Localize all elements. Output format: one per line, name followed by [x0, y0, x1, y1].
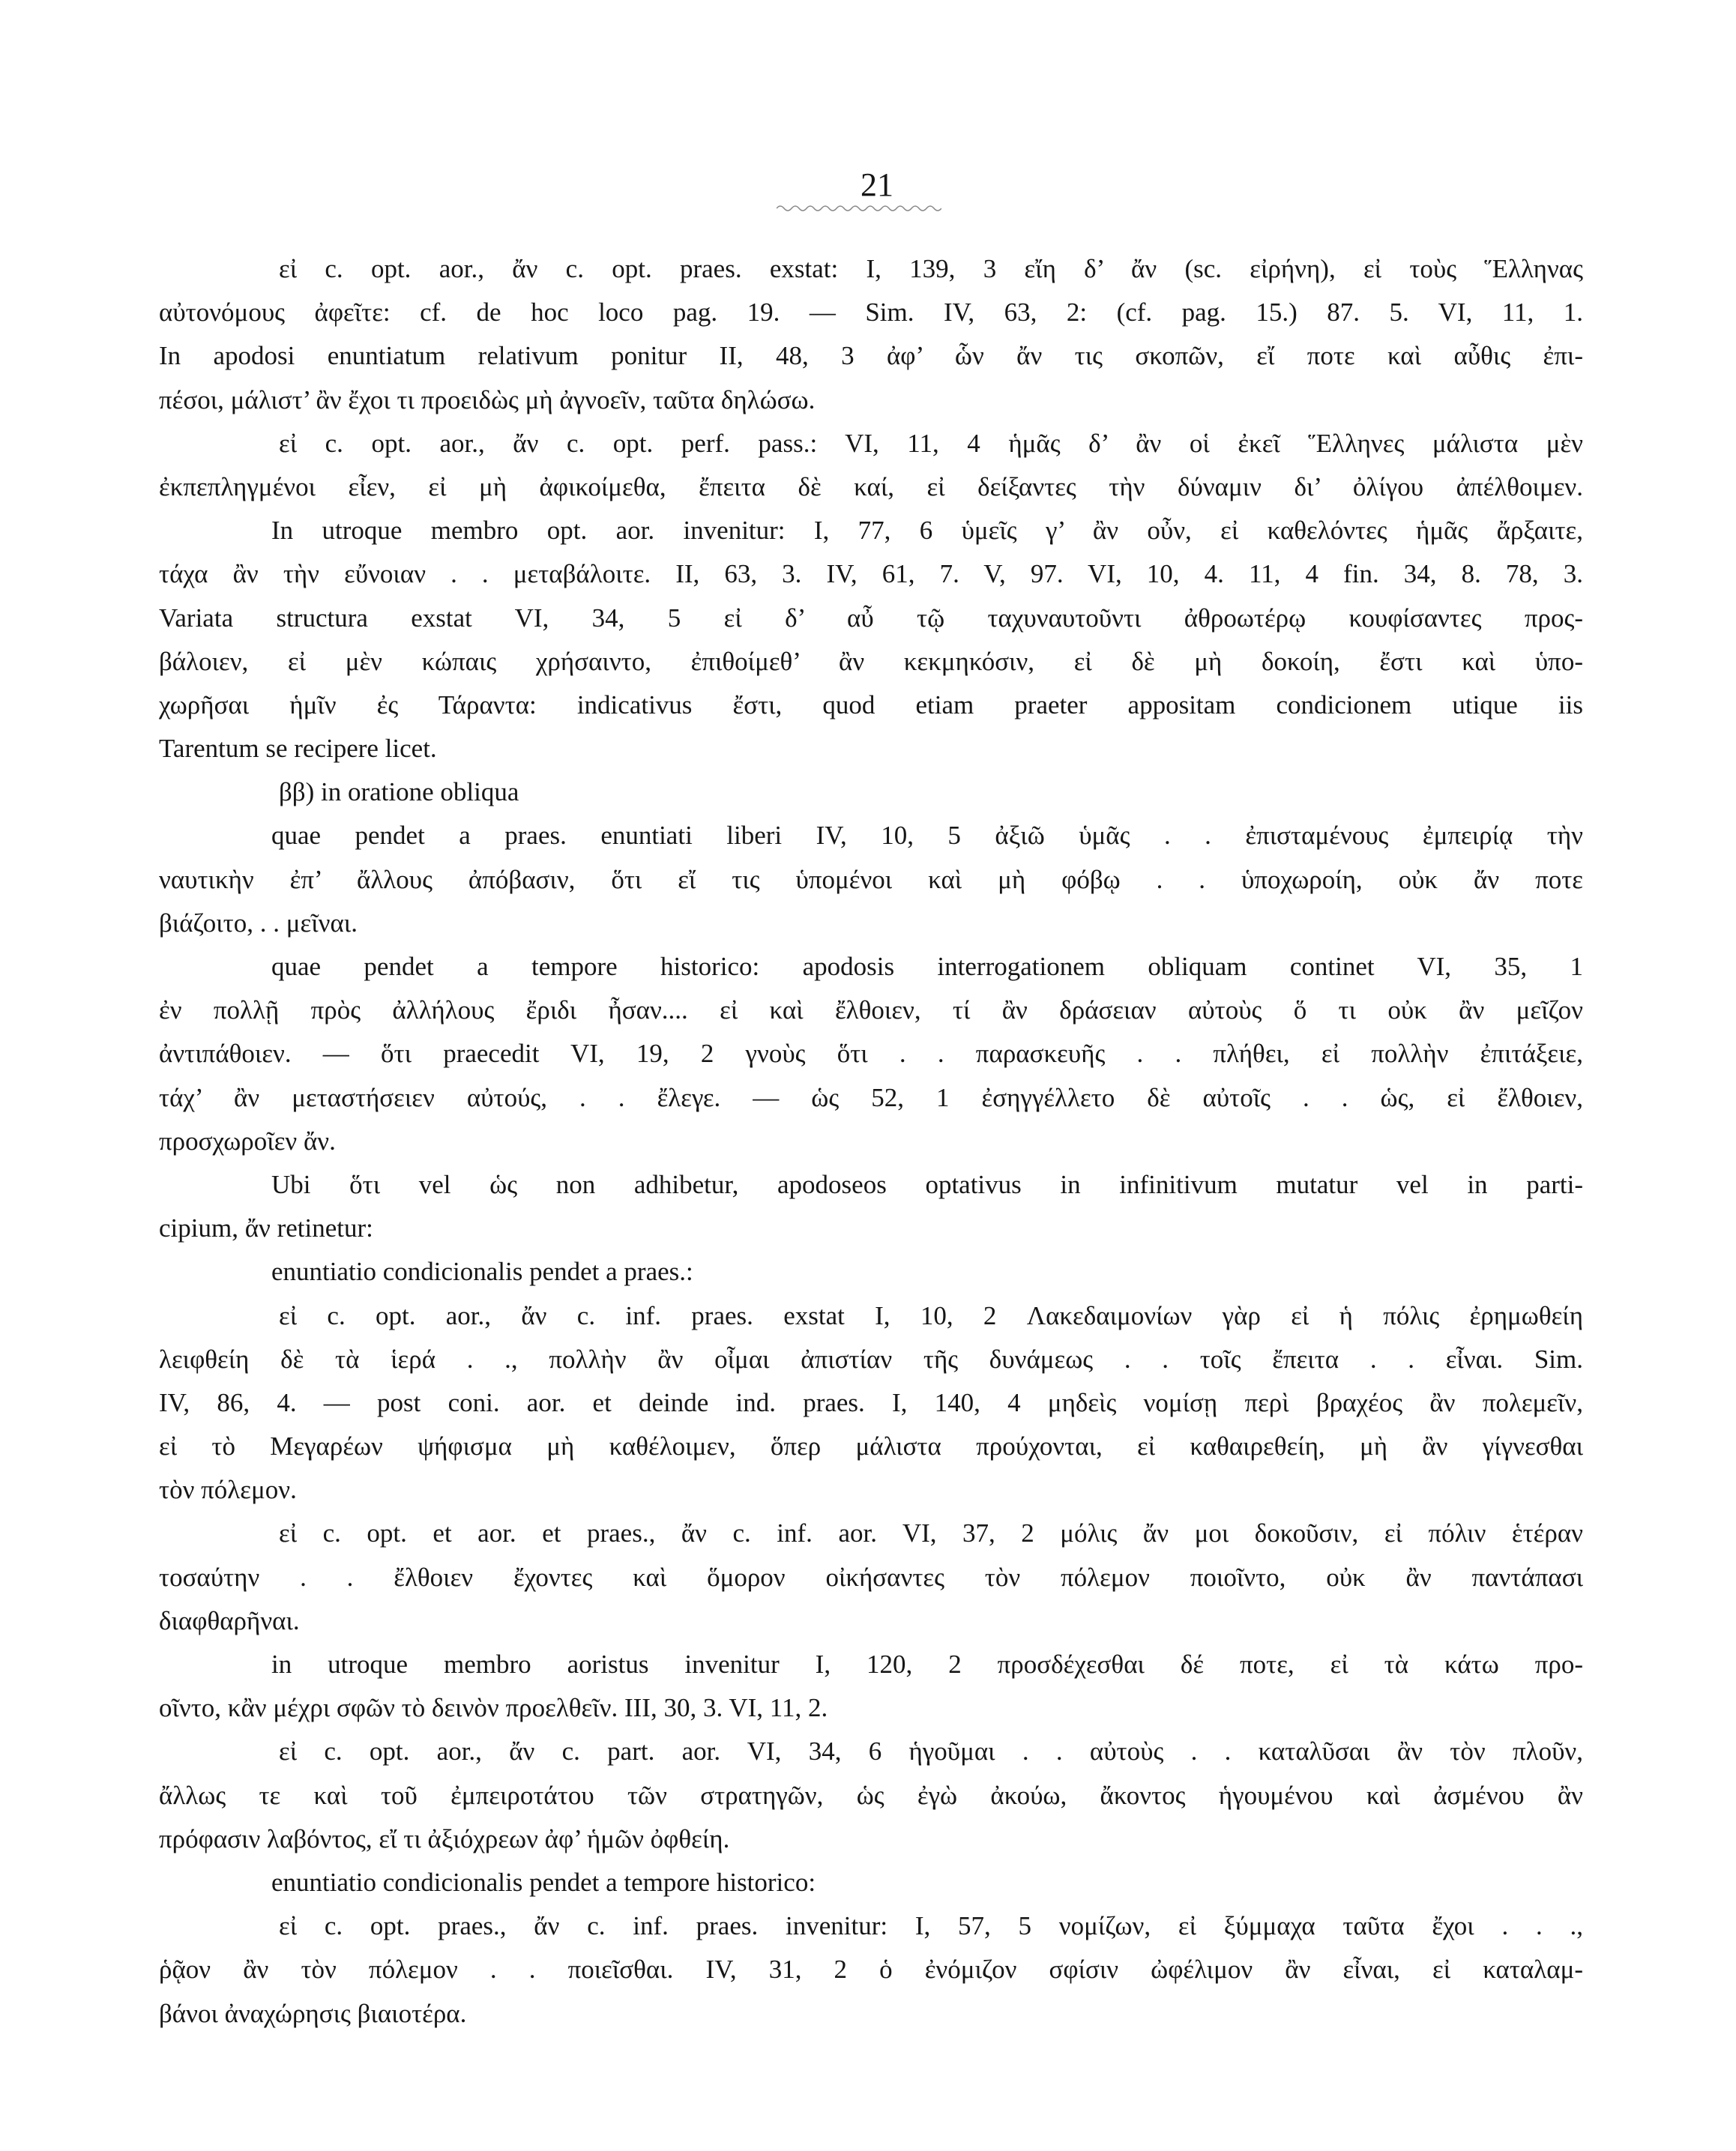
body-text: [159, 247, 1583, 2036]
text-line: In apodosi enuntiatum relativum ponitur II, 48, 3 ἀφ’ ὧν ἄν τις σκοπῶν, εἴ ποτε καὶ αὖθις ἐπι-: [159, 341, 1583, 371]
text-line: quae pendet a tempore historico: apodosis interrogationem obliquam continet VI, 35, 1: [271, 952, 1583, 981]
text-line: βιάζοιτο, . . μεῖναι.: [159, 908, 358, 938]
text-line: διαφθαρῆναι.: [159, 1605, 300, 1635]
text-line: πέσοι, μάλιστ’ ἂν ἔχοι τι προειδὼς μὴ ἀγνοεῖν, ταῦτα δηλώσω.: [159, 384, 816, 414]
text-line: in utroque membro aoristus invenitur I, 120, 2 προσδέχεσθαι δέ ποτε, εἰ τὰ κάτω προ-: [271, 1650, 1583, 1679]
text-line: βάνοι ἀναχώρησις βιαιοτέρα.: [159, 1998, 467, 2028]
text-line: enuntiatio condicionalis pendet a praes.:: [271, 1257, 693, 1287]
text-line: ἐν πολλῇ πρὸς ἀλλήλους ἔριδι ἦσαν.... εἰ καὶ ἔλθοιεν, τί ἂν δράσειαν αὐτοὺς ὅ τι οὐκ ἂν μεῖζον: [159, 995, 1583, 1025]
text-line: Variata structura exstat VI, 34, 5 εἰ δ’ αὖ τῷ ταχυναυτοῦντι ἀθροωτέρῳ κουφίσαντες προς-: [159, 603, 1583, 633]
text-line: εἰ c. opt. praes., ἄν c. inf. praes. invenitur: I, 57, 5 νομίζων, εἰ ξύμμαχα ταῦτα ἔχοι . . .,: [279, 1911, 1583, 1941]
text-line: εἰ c. opt. aor., ἄν c. part. aor. VI, 34, 6 ἡγοῦμαι . . αὐτοὺς . . καταλῦσαι ἂν τὸν πλοῦν,: [279, 1737, 1583, 1767]
text-line: ἀντιπάθοιεν. — ὅτι praecedit VI, 19, 2 γνοὺς ὅτι . . παρασκευῆς . . πλήθει, εἰ πολλὴν ἐπιτάξειε,: [159, 1039, 1583, 1069]
text-line: τοσαύτην . . ἔλθοιεν ἔχοντες καὶ ὅμορον οἰκήσαντες τὸν πόλεμον ποιοῖντο, οὐκ ἂν παντάπασι: [159, 1562, 1583, 1592]
text-line: ββ) in oratione obliqua: [279, 777, 519, 807]
text-line: ναυτικὴν ἐπ’ ἄλλους ἀπόβασιν, ὅτι εἴ τις ὑπομένοι καὶ μὴ φόβῳ . . ὑποχωροίη, οὐκ ἄν ποτε: [159, 864, 1583, 894]
text-line: In utroque membro opt. aor. invenitur: I, 77, 6 ὑμεῖς γ’ ἂν οὖν, εἰ καθελόντες ἡμᾶς ἄρξαιτε,: [271, 516, 1583, 546]
text-line: ῥᾷον ἂν τὸν πόλεμον . . ποιεῖσθαι. IV, 31, 2 ὁ ἐνόμιζον σφίσιν ὠφέλιμον ἂν εἶναι, εἰ καταλαμ-: [159, 1955, 1583, 1985]
text-line: ἄλλως τε καὶ τοῦ ἐμπειροτάτου τῶν στρατηγῶν, ὡς ἐγὼ ἀκούω, ἄκοντος ἡγουμένου καὶ ἀσμένου ἂν: [159, 1780, 1583, 1810]
text-line: εἰ c. opt. et aor. et praes., ἄν c. inf. aor. VI, 37, 2 μόλις ἄν μοι δοκοῦσιν, εἰ πόλιν ἑτέραν: [279, 1518, 1583, 1548]
text-line: λειφθείη δὲ τὰ ἱερά . ., πολλὴν ἂν οἶμαι ἀπιστίαν τῆς δυνάμεως . . τοῖς ἔπειτα . . εἶναι. Sim.: [159, 1344, 1583, 1374]
text-line: Tarentum se recipere licet.: [159, 734, 437, 764]
text-line: οῖντο, κἂν μέχρι σφῶν τὸ δεινὸν προελθεῖν. III, 30, 3. VI, 11, 2.: [159, 1693, 828, 1723]
text-line: εἰ c. opt. aor., ἄν c. opt. praes. exstat: I, 139, 3 εἴη δ’ ἄν (sc. εἰρήνη), εἰ τοὺς Ἕλληνας: [279, 254, 1583, 283]
text-line: IV, 86, 4. — post coni. aor. et deinde ind. praes. I, 140, 4 μηδεὶς νομίσῃ περὶ βραχέος ἂν πολεμεῖν,: [159, 1387, 1583, 1417]
text-line: αὐτονόμους ἀφεῖτε: cf. de hoc loco pag. 19. — Sim. IV, 63, 2: (cf. pag. 15.) 87. 5. VI, 11, 1.: [159, 298, 1583, 328]
text-line: προσχωροῖεν ἄν.: [159, 1126, 336, 1156]
page-number: 21: [861, 166, 893, 203]
text-line: εἰ c. opt. aor., ἄν c. opt. perf. pass.: VI, 11, 4 ἡμᾶς δ’ ἂν οἱ ἐκεῖ Ἕλληνες μάλιστα μὲν: [279, 428, 1583, 458]
text-line: τὸν πόλεμον.: [159, 1475, 297, 1505]
text-line: βάλοιεν, εἰ μὲν κώπαις χρήσαιντο, ἐπιθοίμεθ’ ἂν κεκμηκόσιν, εἰ δὲ μὴ δοκοίη, ἔστι καὶ ὑπο-: [159, 646, 1583, 676]
text-line: πρόφασιν λαβόντος, εἴ τι ἀξιόχρεων ἀφ’ ἡμῶν ὀφθείη.: [159, 1823, 730, 1853]
text-line: εἰ τὸ Μεγαρέων ψήφισμα μὴ καθέλοιμεν, ὅπερ μάλιστα προύχονται, εἰ καθαιρεθείη, μὴ ἂν γίγνεσθαι: [159, 1432, 1583, 1461]
text-line: Ubi ὅτι vel ὡς non adhibetur, apodoseos optativus in infinitivum mutatur vel in parti-: [271, 1169, 1583, 1199]
text-line: enuntiatio condicionalis pendet a tempore historico:: [271, 1867, 816, 1897]
text-line: ἐκπεπληγμένοι εἶεν, εἰ μὴ ἀφικοίμεθα, ἔπειτα δὲ καί, εἰ δείξαντες τὴν δύναμιν δι’ ὀλίγου ἀπέλθοιμεν.: [159, 471, 1583, 501]
text-line: cipium, ἄν retinetur:: [159, 1213, 373, 1243]
text-line: εἰ c. opt. aor., ἄν c. inf. praes. exstat I, 10, 2 Λακεδαιμονίων γὰρ εἰ ἡ πόλις ἐρημωθείη: [279, 1300, 1583, 1330]
text-line: τάχ’ ἂν μεταστήσειεν αὐτούς, . . ἔλεγε. — ὡς 52, 1 ἐσηγγέλλετο δὲ αὐτοῖς . . ὡς, εἰ ἔλθοιεν,: [159, 1082, 1583, 1112]
text-line: χωρῆσαι ἡμῖν ἐς Τάραντα: indicativus ἔστι, quod etiam praeter appositam condicionem utique iis: [159, 690, 1583, 719]
text-line: quae pendet a praes. enuntiati liberi IV, 10, 5 ἀξιῶ ὑμᾶς . . ἐπισταμένους ἐμπειρίᾳ τὴν: [271, 821, 1583, 851]
text-line: τάχα ἂν τὴν εὔνοιαν . . μεταβάλοιτε. II, 63, 3. IV, 61, 7. V, 97. VI, 10, 4. 11, 4 fin. 34, 8. 78, 3.: [159, 559, 1583, 589]
page-number-underline: [777, 204, 941, 213]
